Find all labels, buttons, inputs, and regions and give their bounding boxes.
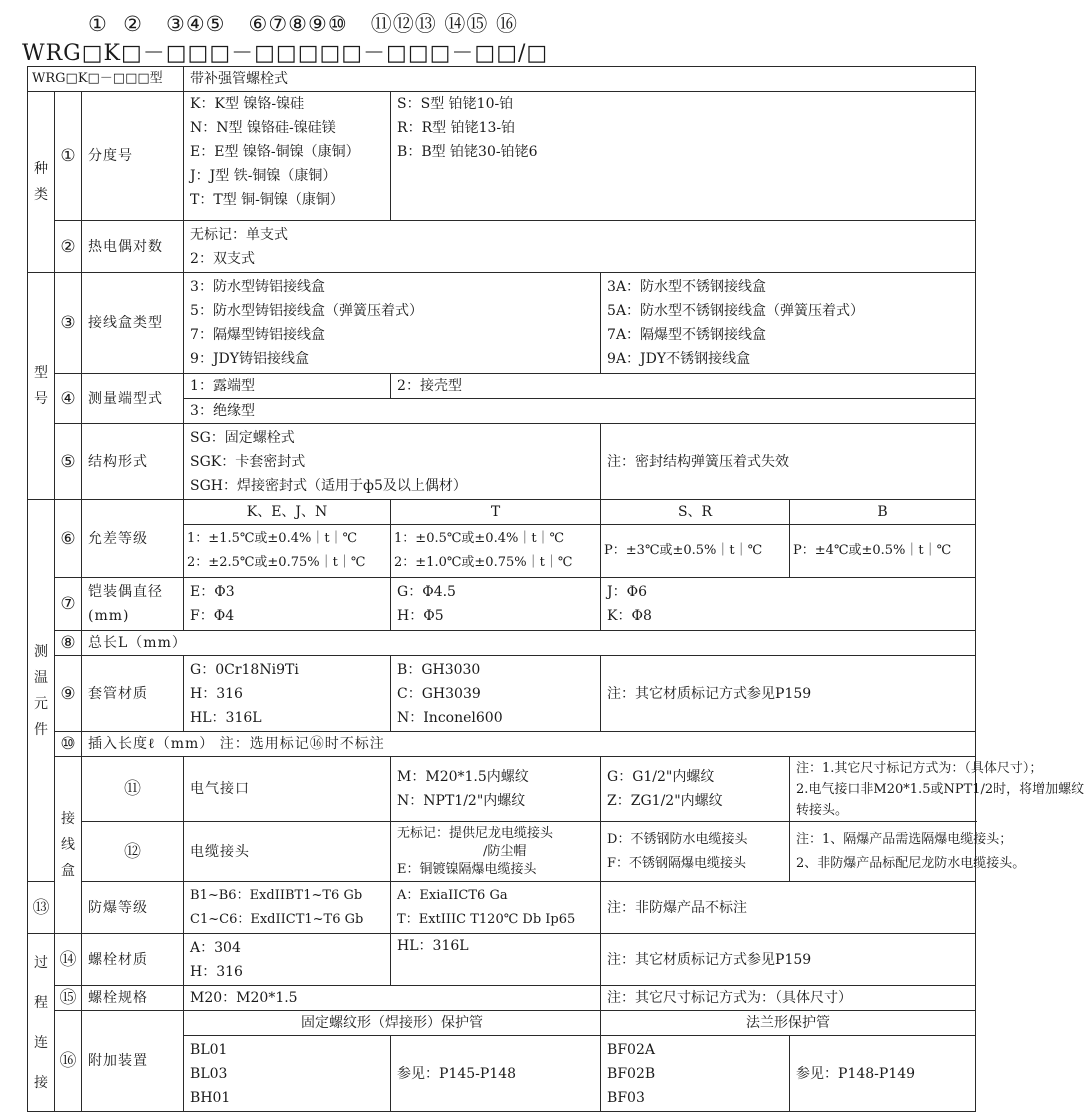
row-box-type <box>28 273 976 374</box>
row-explosion-class <box>28 882 976 934</box>
row-structure <box>28 424 976 500</box>
interface-col-2: G：G1/2"内螺纹 Z：ZG1/2"内螺纹 <box>601 757 790 822</box>
pair-count-list: 无标记：单支式 2：双支式 <box>184 221 976 273</box>
row-label: 插入长度ℓ（mm） 注：选用标记⑯时不标注 <box>82 732 976 757</box>
row-electrical-interface <box>28 757 976 822</box>
row-tolerance-header <box>28 500 976 525</box>
diameter-col-3: J：Φ6 K：Φ8 <box>601 578 976 631</box>
tolerance-t: 1：±0.5℃或±0.4%｜t｜℃ 2：±1.0℃或±0.75%｜t｜℃ <box>391 525 601 578</box>
row-number: ⑩ <box>55 732 82 757</box>
row-label: 热电偶对数 <box>82 221 184 273</box>
accessory-threaded-ref: 参见：P145-P148 <box>391 1036 601 1112</box>
graduation-list-left: K：K型 镍铬-镍硅 N：N型 镍铬硅-镍硅镁 E：E型 镍铬-铜镍（康铜） J：J型 铁-铜镍（康铜） T：T型 铜-铜镍（康铜） <box>184 92 391 221</box>
row-number: ⑫ <box>82 822 184 882</box>
interface-col-1: M：M20*1.5内螺纹 N：NPT1/2"内螺纹 <box>391 757 601 822</box>
row-label: 螺栓材质 <box>82 934 184 986</box>
accessory-flanged-ref: 参见：P148-P149 <box>790 1036 976 1112</box>
row-label: 防爆等级 <box>82 882 184 934</box>
explosion-col-2: A：ExiaIICT6 Ga T：ExtIIIC T120℃ Db Ip65 <box>391 882 601 934</box>
row-label: 铠装偶直径 (mm) <box>82 578 184 631</box>
row-cable-gland <box>28 822 976 882</box>
title-row <box>28 67 976 92</box>
row-number: ⑮ <box>55 986 82 1011</box>
row-label: 测量端型式 <box>82 374 184 424</box>
tolerance-b: P：±4℃或±0.5%｜t｜℃ <box>790 525 976 578</box>
row-label: 螺栓规格 <box>82 986 184 1011</box>
row-number: ⑤ <box>55 424 82 500</box>
structure-note: 注：密封结构弹簧压着式失效 <box>601 424 976 500</box>
code-position-numbers: ① ② ③④⑤ ⑥⑦⑧⑨⑩ ⑪⑫⑬ ⑭⑮ ⑯ <box>88 12 519 36</box>
tolerance-header-b: B <box>790 500 976 525</box>
accessory-header-threaded: 固定螺纹形（焊接形）保护管 <box>184 1011 601 1036</box>
tolerance-kejn: 1：±1.5℃或±0.4%｜t｜℃ 2：±2.5℃或±0.75%｜t｜℃ <box>184 525 391 578</box>
row-sheath-material <box>28 656 976 732</box>
row-number: ⑨ <box>55 656 82 732</box>
junction-insulated: 3：绝缘型 <box>184 399 976 424</box>
explosion-note: 注：非防爆产品不标注 <box>601 882 976 934</box>
model-label: WRG□K□－□□□型 <box>28 67 184 92</box>
gland-note: 注：1、隔爆产品需选隔爆电缆接头； 2、非防爆产品标配尼龙防水电缆接头。 <box>790 822 976 882</box>
category-model: 型 号 <box>28 273 55 500</box>
row-number: ④ <box>55 374 82 424</box>
row-number: ② <box>55 221 82 273</box>
box-type-left: 3：防水型铸铝接线盒 5：防水型铸铝接线盒（弹簧压着式） 7：隔爆型铸铝接线盒 9：JDY铸铝接线盒 <box>184 273 601 374</box>
graduation-list-right: S：S型 铂铑10-铂 R：R型 铂铑13-铂 B：B型 铂铑30-铂铑6 <box>391 92 976 221</box>
spec-table <box>27 66 1084 1112</box>
accessory-header-flanged: 法兰形保护管 <box>601 1011 976 1036</box>
gland-col-1: 无标记：提供尼龙电缆接头 /防尘帽 E：铜镀镍隔爆电缆接头 <box>391 822 601 882</box>
bolt-material-col-2: HL：316L <box>391 934 601 986</box>
explosion-col-1: B1~B6：ExdIIBT1~T6 Gb C1~C6：ExdIICT1~T6 Gb <box>184 882 391 934</box>
category-element: 测 温 元 件 <box>28 500 55 882</box>
bolt-spec-note: 注：其它尺寸标记方式为：（具体尺寸） <box>601 986 976 1011</box>
model-code-template: WRG□K□－□□□－□□□□□－□□□－□□/□ <box>22 41 549 66</box>
row-insertion-length <box>28 732 976 757</box>
row-number: ⑦ <box>55 578 82 631</box>
junction-grounded: 2：接壳型 <box>391 374 976 399</box>
accessory-threaded-items: BL01 BL03 BH01 <box>184 1036 391 1112</box>
tolerance-header-t: T <box>391 500 601 525</box>
row-number: ⑧ <box>55 631 82 656</box>
category-box: 接 线 盒 <box>55 757 82 934</box>
gland-col-2: D：不锈钢防水电缆接头 F：不锈钢隔爆电缆接头 <box>601 822 790 882</box>
row-label: 总长L（mm） <box>82 631 976 656</box>
row-bolt-spec <box>28 986 976 1011</box>
model-desc: 带补强管螺栓式 <box>184 67 976 92</box>
row-label: 电缆接头 <box>184 822 391 882</box>
bolt-spec-value: M20：M20*1.5 <box>184 986 601 1011</box>
row-graduation <box>28 92 976 221</box>
row-label: 允差等级 <box>82 500 184 578</box>
row-number: ⑬ <box>28 882 55 934</box>
category-kind: 种 类 <box>28 92 55 273</box>
bolt-material-note: 注：其它材质标记方式参见P159 <box>601 934 976 986</box>
interface-note: 注：1.其它尺寸标记方式为：（具体尺寸）； 2.电气接口非M20*1.5或NPT1/2时，将增加螺纹 转接头。 <box>790 757 976 822</box>
row-label: 套管材质 <box>82 656 184 732</box>
box-type-right: 3A：防水型不锈钢接线盒 5A：防水型不锈钢接线盒（弹簧压着式） 7A：隔爆型不锈钢接线盒 9A：JDY不锈钢接线盒 <box>601 273 976 374</box>
row-label: 分度号 <box>82 92 184 221</box>
row-number: ③ <box>55 273 82 374</box>
tolerance-header-kejn: K、E、J、N <box>184 500 391 525</box>
tolerance-sr: P：±3℃或±0.5%｜t｜℃ <box>601 525 790 578</box>
row-label: 结构形式 <box>82 424 184 500</box>
tolerance-header-sr: S、R <box>601 500 790 525</box>
diameter-col-1: E：Φ3 F：Φ4 <box>184 578 391 631</box>
row-label: 接线盒类型 <box>82 273 184 374</box>
accessory-flanged-items: BF02A BF02B BF03 <box>601 1036 790 1112</box>
row-number: ⑪ <box>82 757 184 822</box>
sheath-col-1: G：0Cr18Ni9Ti H：316 HL：316L <box>184 656 391 732</box>
sheath-col-2: B：GH3030 C：GH3039 N：Inconel600 <box>391 656 601 732</box>
row-pair-count <box>28 221 976 273</box>
row-number: ⑥ <box>55 500 82 578</box>
row-junction-type <box>28 374 976 399</box>
diameter-col-2: G：Φ4.5 H：Φ5 <box>391 578 601 631</box>
sheath-note: 注：其它材质标记方式参见P159 <box>601 656 976 732</box>
structure-list: SG：固定螺栓式 SGK：卡套密封式 SGH：焊接密封式（适用于ф5及以上偶材） <box>184 424 601 500</box>
row-number: ① <box>55 92 82 221</box>
junction-exposed: 1：露端型 <box>184 374 391 399</box>
category-process: 过 程 连 接 <box>28 934 55 1112</box>
row-total-length <box>28 631 976 656</box>
row-number: ⑯ <box>55 1011 82 1112</box>
row-label: 电气接口 <box>184 757 391 822</box>
bolt-material-col-1: A：304 H：316 <box>184 934 391 986</box>
row-diameter <box>28 578 976 631</box>
row-accessory-header <box>28 1011 976 1036</box>
row-bolt-material <box>28 934 976 986</box>
row-number: ⑭ <box>55 934 82 986</box>
row-label: 附加装置 <box>82 1011 184 1112</box>
